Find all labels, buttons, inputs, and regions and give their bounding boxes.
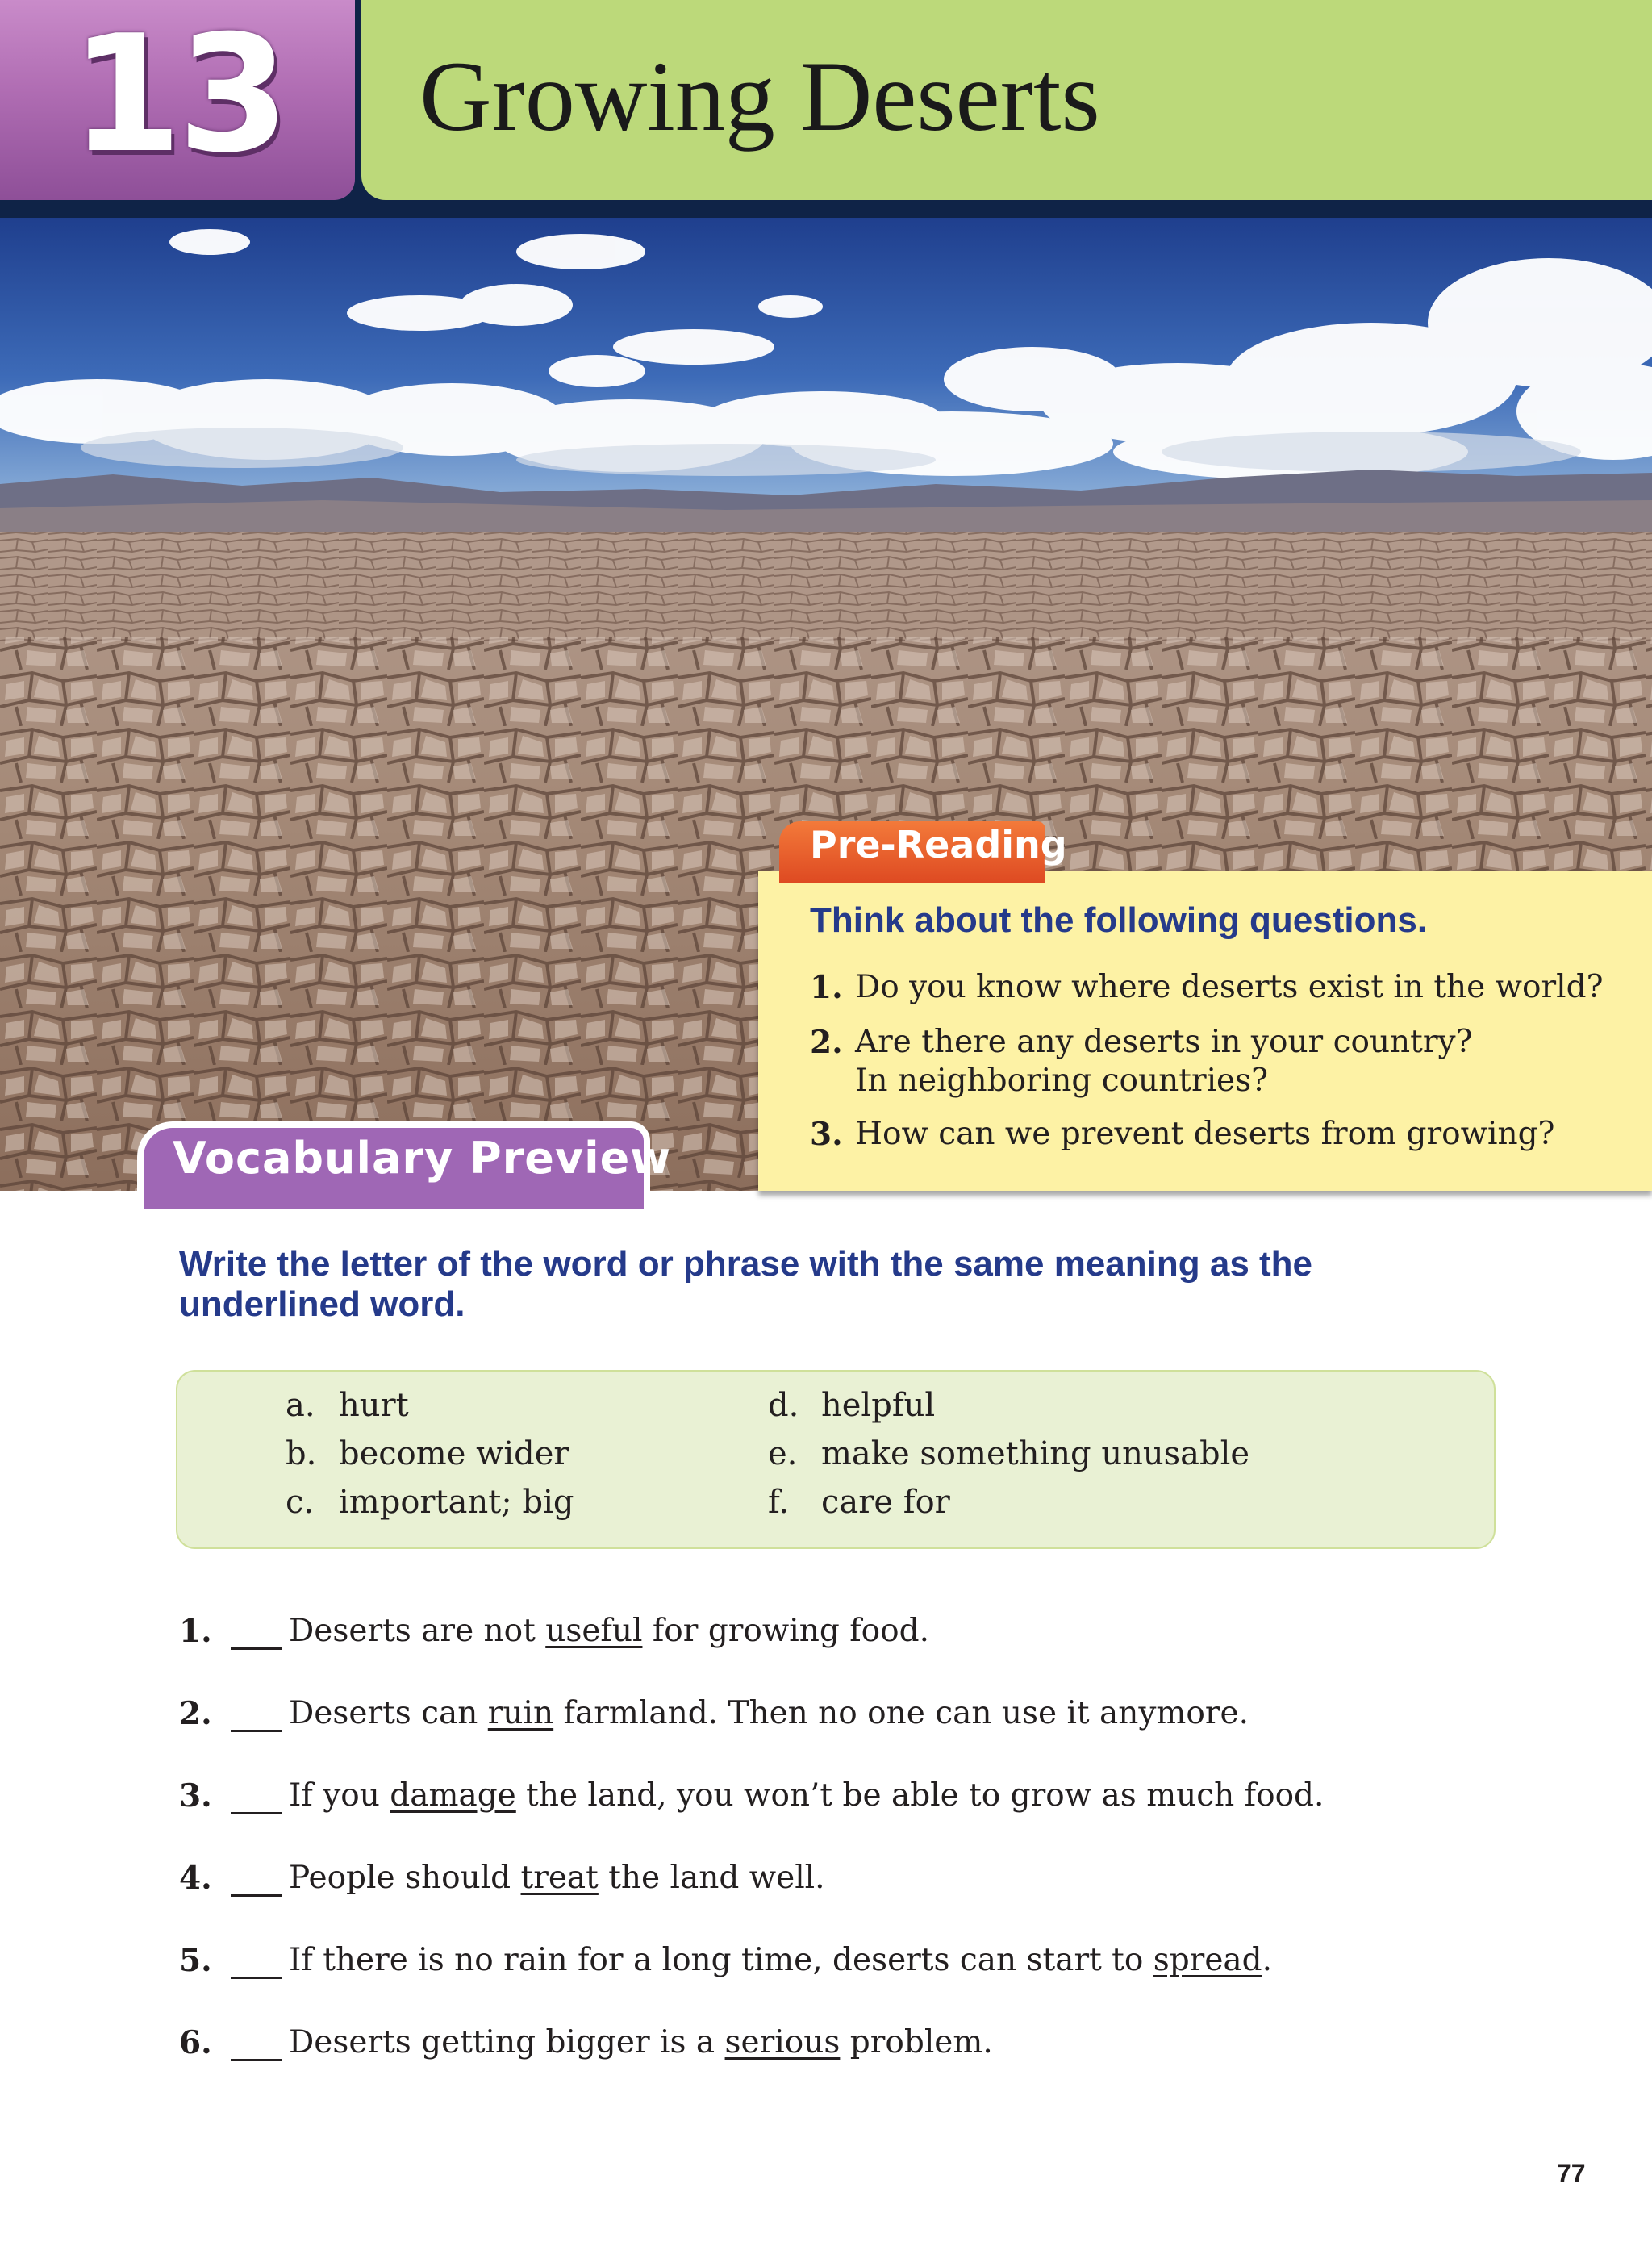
question-text: If you damage the land, you won’t be able to grow as much food. bbox=[289, 1777, 1325, 1814]
word-option bbox=[768, 1434, 1381, 1473]
underlined-word: ruin bbox=[487, 1695, 554, 1731]
question-number: 3. bbox=[810, 1116, 843, 1153]
vocabulary-instruction: Write the letter of the word or phrase with the same meaning as the underlined word. bbox=[179, 1244, 1313, 1324]
question-number: 2. bbox=[810, 1024, 843, 1061]
question-number: 1. bbox=[179, 1613, 212, 1650]
vocabulary-question bbox=[179, 2023, 1470, 2062]
pre-reading-question bbox=[810, 1023, 1633, 1100]
question-number: 1. bbox=[810, 969, 843, 1006]
vocabulary-question bbox=[179, 1777, 1470, 1815]
vocabulary-question bbox=[179, 1941, 1470, 1980]
option-letter: d. bbox=[768, 1387, 799, 1424]
option-text: helpful bbox=[821, 1387, 936, 1424]
pre-reading-tab-label: Pre-Reading bbox=[810, 823, 1067, 866]
word-option bbox=[286, 1483, 737, 1522]
word-option bbox=[768, 1386, 1381, 1425]
question-text: Are there any deserts in your country? bbox=[855, 1024, 1473, 1060]
vocabulary-question bbox=[179, 1694, 1470, 1733]
option-text: important; big bbox=[339, 1484, 574, 1521]
answer-blank[interactable] bbox=[231, 2030, 282, 2061]
question-text: People should treat the land well. bbox=[289, 1860, 825, 1896]
question-text: If there is no rain for a long time, deserts can start to spread. bbox=[289, 1942, 1273, 1978]
underlined-word: spread bbox=[1153, 1942, 1262, 1978]
answer-blank[interactable] bbox=[231, 1701, 282, 1732]
pre-reading-heading: Think about the following questions. bbox=[810, 900, 1428, 940]
underlined-word: damage bbox=[390, 1777, 516, 1814]
option-letter: b. bbox=[286, 1435, 317, 1472]
chapter-number: 13 bbox=[69, 1, 286, 189]
option-text: hurt bbox=[339, 1387, 409, 1424]
page-title: Growing Deserts bbox=[419, 41, 1100, 152]
vocabulary-question bbox=[179, 1859, 1470, 1898]
page-number: 77 bbox=[1557, 2159, 1586, 2188]
answer-blank[interactable] bbox=[231, 1618, 282, 1650]
option-letter: a. bbox=[286, 1387, 315, 1424]
option-letter: f. bbox=[768, 1484, 790, 1521]
answer-blank[interactable] bbox=[231, 1948, 282, 1979]
question-text: Deserts can ruin farmland. Then no one can use it anymore. bbox=[289, 1695, 1249, 1731]
question-text-line2: In neighboring countries? bbox=[855, 1063, 1269, 1099]
question-text: Do you know where deserts exist in the world? bbox=[855, 969, 1604, 1005]
question-text: How can we prevent deserts from growing? bbox=[855, 1116, 1555, 1152]
option-text: care for bbox=[821, 1484, 950, 1521]
question-number: 4. bbox=[179, 1860, 212, 1897]
option-letter: c. bbox=[286, 1484, 315, 1521]
underlined-word: treat bbox=[520, 1860, 599, 1896]
underlined-word: serious bbox=[724, 2024, 841, 2061]
question-text: Deserts are not useful for growing food. bbox=[289, 1613, 930, 1649]
word-option bbox=[286, 1386, 737, 1425]
pre-reading-question bbox=[810, 968, 1633, 1007]
pre-reading-question bbox=[810, 1115, 1633, 1154]
option-letter: e. bbox=[768, 1435, 798, 1472]
word-option bbox=[286, 1434, 737, 1473]
word-option bbox=[768, 1483, 1381, 1522]
answer-blank[interactable] bbox=[231, 1865, 282, 1897]
vocabulary-question bbox=[179, 1612, 1470, 1651]
question-number: 2. bbox=[179, 1695, 212, 1732]
underlined-word: useful bbox=[545, 1613, 643, 1649]
answer-blank[interactable] bbox=[231, 1783, 282, 1814]
question-number: 3. bbox=[179, 1777, 212, 1814]
question-number: 5. bbox=[179, 1942, 212, 1979]
vocabulary-preview-label: Vocabulary Preview bbox=[173, 1133, 672, 1184]
question-number: 6. bbox=[179, 2024, 212, 2061]
option-text: make something unusable bbox=[821, 1435, 1250, 1472]
option-text: become wider bbox=[339, 1435, 569, 1472]
question-text: Deserts getting bigger is a serious problem. bbox=[289, 2024, 993, 2061]
